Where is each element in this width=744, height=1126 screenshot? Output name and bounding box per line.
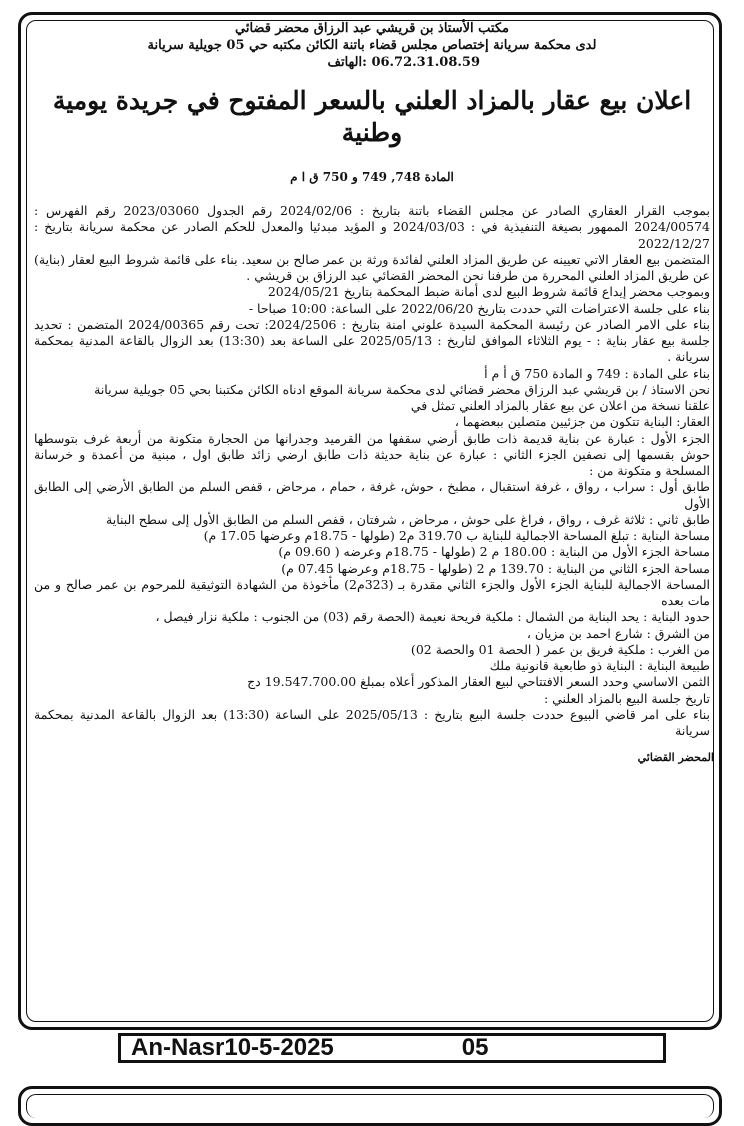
body-paragraph: بناء على امر قاضي البيوع حددت جلسة البيع بتاريخ : 2025/05/13 على الساعة (13:30) بعد الزوال بالقاعة المدنية بمحكمة سريانة xyxy=(34,706,710,738)
body-paragraph: المساحة الاجمالية للبناية الجزء الأول والجزء الثاني مقدرة بـ (323م2) مأخوذة من الشهادة التوثيقية للمرحوم بن عمر صالح و من مات بعده xyxy=(34,576,711,608)
body-paragraph: بموجب القرار العقاري الصادر عن مجلس القضاء باتنة بتاريخ : 2024/02/06 رقم الجدول 2023/03060 رقم الفهرس : 2024/00574 الممهور بصيغة التنفيذية في : 2024/03/03 و المؤيد مبدئيا والمعدل للحكم الصادر عن محكمة سريانة بتاريخ : 2022/12/27 xyxy=(34,203,710,251)
body-paragraph: الثمن الاساسي وحدد السعر الافتتاحي لبيع العقار المذكور أعلاه بمبلغ 19.547.700.00 دج xyxy=(247,674,710,690)
body-paragraph: بناء على المادة : 749 و المادة 750 ق أ م أ xyxy=(484,365,710,381)
body-paragraph: مساحة البناية : تبلغ المساحة الاجمالية للبناية ب 319.70 م2 (طولها - 18.75م وعرضها 17.05 م) xyxy=(203,528,710,543)
body-paragraph: من الغرب : ملكية فريق بن عمر ( الحصة 01 والحصة 02) xyxy=(410,641,710,657)
body-paragraph: العقار: البناية تتكون من جزئيين متصلين ببعضهما ، xyxy=(454,414,710,430)
body-paragraph: الجزء الأول : عبارة عن بناية قديمة ذات طابق أرضي سقفها من القرميد وجدرانها من الحجارة متكونة من أربعة غرف بتوسطها حوش بقسمها إلى نصفين الجزء الثاني : عبارة عن بناية حديثة ذات طابق ارضي زائد طابق اول ، مبنية من أعمدة و خرسانة المسلحة و متكونة من : xyxy=(34,430,710,478)
body-paragraph: مساحة الجزء الأول من البناية : 180.00 م 2 (طولها - 18.75م وعرضه ( 09.60 م) xyxy=(278,544,710,560)
notice-content xyxy=(30,20,714,764)
article-reference: المادة 748, 749 و 750 ق ا م xyxy=(290,170,454,184)
publication-footer xyxy=(118,1033,666,1063)
court-line: لدى محكمة سريانة إختصاص مجلس قضاء باتنة الكائن مكتبه حي 05 جويلية سريانة xyxy=(147,38,597,53)
bailiff-signature: المحضر القضائي xyxy=(637,751,714,765)
body-paragraph: طابق ثاني : ثلاثة غرف ، رواق ، فراغ على حوش ، مرحاض ، شرفتان ، قفص السلم من الطابق الأول إلى سطح البناية xyxy=(106,511,710,527)
notice-body xyxy=(30,203,714,739)
body-paragraph: بناء على جلسة الاعتراضات التي حددت بتاريخ 2022/06/20 على الساعة: 10:00 صباحا - xyxy=(248,300,710,316)
next-notice-inner-border xyxy=(26,1094,714,1118)
body-paragraph: تاريخ جلسة البيع بالمزاد العلني : xyxy=(543,690,710,706)
body-paragraph: المتضمن بيع العقار الاتي تعيينه عن طريق المزاد العلني لفائدة ورثة بن عمر صالح بن سعيد. بناء على قائمة شروط البيع لعقار (بناية) عن طريق المزاد العلني المحررة من طرفنا نحن المحضر القضائي عبد الرزاق بن قريشي . xyxy=(34,251,710,283)
body-paragraph: طابق أول : سراب ، رواق ، غرفة استقبال ، مطبخ ، حوش، غرفة ، حمام ، مرحاض ، قفص السلم من الطابق الأرضي إلى الطابق الأول xyxy=(34,479,710,511)
body-paragraph: من الشرق : شارع احمد بن مزيان ، xyxy=(526,625,710,641)
office-name: مكتب الأستاذ بن قريشي عبد الرزاق محضر قضائي xyxy=(235,21,509,36)
body-paragraph: علقنا نسخة من اعلان عن بيع عقار بالمزاد العلني تمثل في xyxy=(410,398,710,413)
body-paragraph: طبيعة البناية : البناية ذو طابعية قانونية ملك xyxy=(489,658,710,673)
phone-line: 06.72.31.08.59 :الهاتف xyxy=(327,55,480,70)
body-paragraph: حدود البناية : يحد البناية من الشمال : ملكية فريحة نعيمة (الحصة رقم (03) من الجنوب : ملكية نزار فيصل ، xyxy=(155,609,710,625)
page-number: 05 xyxy=(461,1034,489,1061)
publication-date: An-Nasr10-5-2025 xyxy=(131,1034,334,1061)
notice-title: اعلان بيع عقار بالمزاد العلني بالسعر المفتوح في جريدة يومية وطنية xyxy=(52,86,692,147)
body-paragraph: وبموجب محضر إيداع قائمة شروط البيع لدى أمانة ضبط المحكمة بتاريخ 2024/05/21 xyxy=(267,284,710,300)
body-paragraph: مساحة الجزء الثاني من البناية : 139.70 م 2 (طولها - 18.75م وعرضها 07.45 م) xyxy=(281,560,710,576)
next-notice-frame xyxy=(18,1086,722,1126)
body-paragraph: بناء على الامر الصادر عن رئيسة المحكمة السيدة علوني امنة بتاريخ : 2024/2506: تحت رقم 2024/00365 المتضمن : تحديد جلسة بيع عقار بناية : - يوم الثلاثاء الموافق لتاريخ : 2025/05/13 على الساعة بعد (13:30) بعد الزوال بالقاعة المدنية بمحكمة سريانة . xyxy=(34,316,710,365)
body-paragraph: نحن الاستاذ / بن قريشي عبد الرزاق محضر قضائي لدى محكمة سريانة الموقع ادناه الكائن مكتبنا بحي 05 جويلية سريانة xyxy=(94,381,710,397)
